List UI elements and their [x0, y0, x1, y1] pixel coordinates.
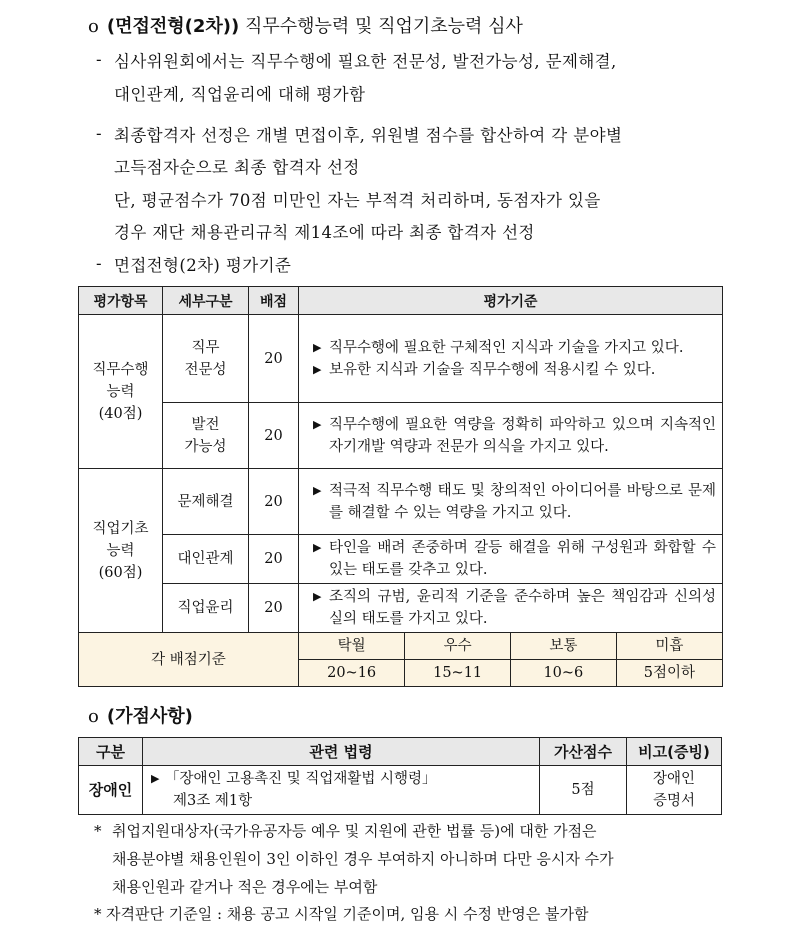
- triangle-bullet-icon: ▶: [313, 590, 322, 603]
- score-scale-row: [79, 633, 723, 660]
- section-title-bold: (면접전형(2차)): [106, 16, 240, 37]
- note-text: 채용분야별 채용인원이 3인 이하인 경우 부여하지 아니하며 다만 응시자 수가: [112, 850, 614, 868]
- criteria-cell: [299, 584, 723, 633]
- eval-item-cell: [79, 469, 163, 633]
- note-star: *: [94, 822, 102, 840]
- score-scale-label: 각 배점기준: [79, 633, 299, 687]
- range-row: [299, 659, 722, 686]
- sub-category-line: 직무: [191, 339, 220, 356]
- criteria-text: 조직의 규범, 윤리적 기준을 준수하며 높은 책임감과 신의성실의 태도를 가지고 있다.: [329, 589, 716, 627]
- header-score: 배점: [249, 287, 299, 315]
- criteria-text: 직무수행에 필요한 역량을 정확히 파악하고 있으며 지속적인 자기개발 역량과 전문가 의식을 가지고 있다.: [329, 416, 716, 455]
- evaluation-criteria-table: [78, 286, 723, 687]
- triangle-bullet-icon: ▶: [151, 772, 160, 785]
- eval-item-line: 능력: [106, 383, 135, 400]
- table-header-row: [79, 287, 723, 315]
- header-note: 비고(증빙): [627, 738, 722, 766]
- bullet-text: 면접전형(2차) 평가기준: [114, 256, 292, 275]
- points-cell: 5점: [540, 766, 627, 815]
- criteria-cell: [299, 469, 723, 535]
- bullet-text: 심사위원회에서는 직무수행에 필요한 전문성, 발전가능성, 문제해결,: [114, 52, 617, 71]
- score-scale-table: [299, 633, 722, 686]
- criteria-item: [315, 537, 716, 581]
- bullet-text: 대인관계, 직업윤리에 대해 평가함: [114, 85, 366, 104]
- triangle-bullet-icon: ▶: [313, 483, 322, 497]
- eval-item-line: (40점): [98, 405, 143, 422]
- table-row: [79, 535, 723, 584]
- law-line: 「장애인 고용촉진 및 직업재활법 시행령」: [165, 771, 437, 787]
- bullet-text: 단, 평균점수가 70점 미만인 자는 부적격 처리하며, 동점자가 있을: [114, 191, 601, 210]
- header-sub-category: 세부구분: [163, 287, 249, 315]
- section-marker: o: [88, 16, 99, 37]
- criteria-text: 직무수행에 필요한 구체적인 지식과 기술을 가지고 있다.: [329, 339, 684, 356]
- law-line: 제3조 제1항: [173, 793, 253, 809]
- header-points: 가산점수: [540, 738, 627, 766]
- sub-category-cell: 문제해결: [163, 469, 249, 535]
- sub-category-cell: 직업윤리: [163, 584, 249, 633]
- eval-item-cell: [79, 315, 163, 469]
- score-cell: 20: [249, 315, 299, 403]
- section-title-bonus: [88, 702, 193, 728]
- note-text: 취업지원대상자(국가유공자등 예우 및 지원에 관한 법률 등)에 대한 가점은: [112, 822, 597, 840]
- grade-row: [299, 633, 722, 659]
- header-category: 구분: [79, 738, 143, 766]
- table-row: [79, 403, 723, 469]
- criteria-cell: [299, 315, 723, 403]
- criteria-text: 보유한 지식과 기술을 직무수행에 적용시킬 수 있다.: [329, 361, 656, 378]
- range-cell: 20~16: [299, 659, 405, 686]
- triangle-bullet-icon: ▶: [313, 417, 322, 431]
- criteria-item: [315, 586, 716, 630]
- eval-item-line: (60점): [98, 564, 143, 581]
- criteria-item: [315, 359, 716, 381]
- sub-category-line: 전문성: [184, 361, 227, 378]
- table-row: [79, 315, 723, 403]
- bullet-dash: -: [96, 254, 102, 273]
- sub-category-cell: [163, 315, 249, 403]
- section-title-rest: 직무수행능력 및 직업기초능력 심사: [244, 16, 523, 37]
- table-row: [79, 766, 722, 815]
- criteria-item: [315, 337, 716, 359]
- section-marker: o: [88, 706, 99, 727]
- criteria-cell: [299, 535, 723, 584]
- bullet-text: 고득점자순으로 최종 합격자 선정: [114, 158, 360, 177]
- range-cell: 10~6: [511, 659, 617, 686]
- header-criteria: 평가기준: [299, 287, 723, 315]
- criteria-text: 타인을 배려 존중하며 갈등 해결을 위해 구성원과 화합할 수 있는 태도를 갖추고 있다.: [329, 540, 716, 578]
- note-line: 증명서: [652, 793, 696, 809]
- note-line: 장애인: [652, 771, 696, 787]
- table-row: [79, 584, 723, 633]
- bullet-dash: -: [96, 50, 102, 69]
- grade-cell: 우수: [405, 633, 511, 659]
- grade-cell: 탁월: [299, 633, 405, 659]
- note-text: 채용인원과 같거나 적은 경우에는 부여함: [112, 878, 378, 896]
- grade-cell: 미흡: [616, 633, 722, 659]
- bonus-points-table: [78, 737, 722, 815]
- bullet-text: 경우 재단 채용관리규칙 제14조에 따라 최종 합격자 선정: [114, 223, 535, 242]
- eval-item-line: 직무수행: [92, 361, 149, 378]
- note-star: *: [94, 905, 102, 923]
- triangle-bullet-icon: ▶: [313, 362, 322, 376]
- range-cell: 15~11: [405, 659, 511, 686]
- criteria-item: [315, 414, 716, 458]
- triangle-bullet-icon: ▶: [313, 541, 322, 554]
- score-cell: 20: [249, 535, 299, 584]
- range-cell: 5점이하: [616, 659, 722, 686]
- table-row: [79, 469, 723, 535]
- score-cell: 20: [249, 584, 299, 633]
- criteria-item: [315, 480, 716, 524]
- sub-category-cell: 대인관계: [163, 535, 249, 584]
- table-header-row: [79, 738, 722, 766]
- note-text: 자격판단 기준일 : 채용 공고 시작일 기준이며, 임용 시 수정 반영은 불가함: [106, 905, 589, 923]
- header-law: 관련 법령: [143, 738, 540, 766]
- category-cell: 장애인: [79, 766, 143, 815]
- eval-item-line: 직업기초: [92, 520, 149, 537]
- grade-cell: 보통: [511, 633, 617, 659]
- bullet-text: 최종합격자 선정은 개별 면접이후, 위원별 점수를 합산하여 각 분야별: [114, 126, 623, 145]
- criteria-cell: [299, 403, 723, 469]
- score-cell: 20: [249, 403, 299, 469]
- score-cell: 20: [249, 469, 299, 535]
- sub-category-line: 가능성: [184, 438, 227, 455]
- triangle-bullet-icon: ▶: [313, 340, 322, 354]
- section-title-bold: (가점사항): [106, 706, 193, 727]
- sub-category-cell: [163, 403, 249, 469]
- law-cell: [143, 766, 540, 815]
- score-scale-grid: [299, 633, 723, 687]
- header-eval-item: 평가항목: [79, 287, 163, 315]
- criteria-text: 적극적 직무수행 태도 및 창의적인 아이디어를 바탕으로 문제를 해결할 수 있는 역량을 가지고 있다.: [329, 482, 716, 521]
- eval-item-line: 능력: [106, 542, 135, 559]
- note-cell: [627, 766, 722, 815]
- bullet-dash: -: [96, 124, 102, 143]
- section-title-interview: [88, 12, 523, 38]
- sub-category-line: 발전: [191, 416, 220, 433]
